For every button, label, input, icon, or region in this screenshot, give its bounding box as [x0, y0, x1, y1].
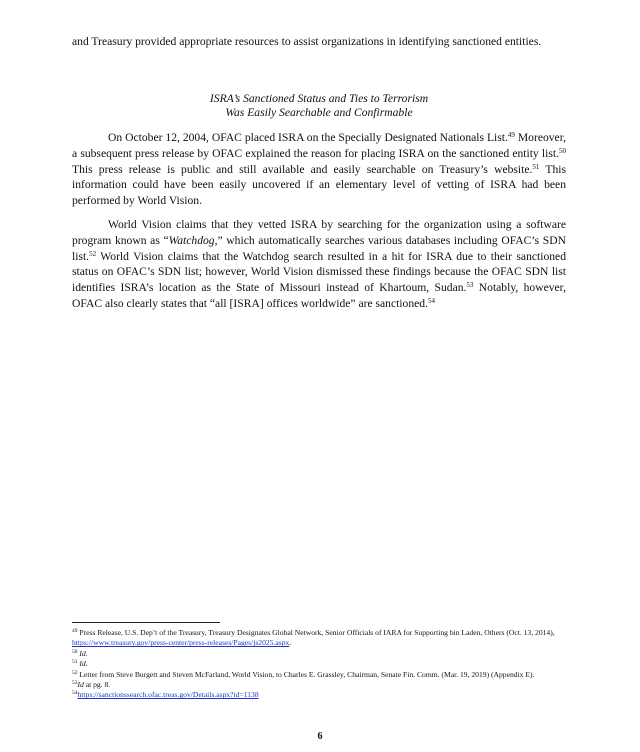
footnote-text: Press Release, U.S. Dep’t of the Treasury, Treasury Designates Global Network, Senior Officials of IARA for Supporting bin Laden, Others (Oct. 13, 2014),: [77, 628, 555, 637]
footnote-divider: [72, 622, 220, 623]
sentence: This information could have been easily uncovered if an elementary level of vetting of ISRA had been performed by World Vision.: [72, 162, 566, 208]
footnote-text: Letter from Steve Burgett and Steven McFarland, World Vision, to Charles E. Grassley, Chairman, Senate Fin. Comm. (Mar. 19, 2019) (Appendix E).: [77, 669, 535, 679]
footnote-ref[interactable]: 50: [559, 146, 566, 155]
footnote-italic: Id: [77, 680, 84, 690]
sentence: This press release is public and still available and easily searchable on Treasury’s website.: [72, 162, 533, 176]
footnote-52: [72, 670, 566, 680]
footnotes: [72, 628, 566, 701]
sentence: ,” which automatically searches various databases including OFAC’s SDN list.: [72, 233, 566, 263]
footnote-link[interactable]: https://sanctionssearch.ofac.treas.gov/Details.aspx?id=1138: [77, 690, 259, 700]
footnote-ref[interactable]: 49: [507, 131, 515, 139]
footnote-ref[interactable]: 54: [427, 296, 435, 305]
footnote-number: 49: [72, 628, 78, 634]
footnote-54: [72, 690, 566, 700]
footnote-49: [72, 628, 566, 649]
footnote-ref[interactable]: 53: [466, 281, 474, 290]
footnote-number: 54: [72, 690, 78, 697]
heading-line-2: Was Easily Searchable and Confirmable: [225, 106, 413, 119]
footnote-text: at pg. 8.: [83, 680, 111, 690]
footnote-51: [72, 659, 566, 669]
footnote-number: 52: [72, 669, 78, 676]
footnote-ref[interactable]: 52: [89, 249, 97, 258]
footnote-number: 53: [72, 680, 78, 687]
paragraph-ofac-listing: [72, 130, 566, 209]
footnote-ref[interactable]: 51: [532, 162, 540, 171]
paragraph-continuation: [72, 34, 566, 50]
paragraph-text: and Treasury provided appropriate resources to assist organizations in identifying sanctioned entities.: [72, 35, 542, 48]
sentence: World Vision claims that they vetted ISRA by searching for the organization using a software program known as “: [72, 218, 566, 247]
footnote-number: 50: [72, 648, 78, 655]
footnote-53: [72, 680, 566, 690]
section-heading: [72, 92, 566, 120]
software-name: Watchdog: [168, 233, 215, 247]
footnote-50: [72, 649, 566, 659]
footnote-number: 51: [72, 659, 78, 666]
footnote-text: Id.: [77, 659, 88, 669]
heading-line-1: ISRA’s Sanctioned Status and Ties to Terrorism: [209, 92, 429, 105]
sentence: World Vision claims that the Watchdog search resulted in a hit for ISRA due to their sanctioned status on OFAC’s SDN list; however, World Vision dismissed these findings because the OFAC SDN list identifies ISRA’s location as the State of Missouri instead of Khartoum, Sudan.: [72, 249, 566, 295]
footnote-link[interactable]: https://www.treasury.gov/press-center/press-releases/Pages/js2025.aspx: [72, 638, 290, 648]
footnote-tail: .: [289, 638, 292, 648]
paragraph-watchdog-vetting: [72, 217, 566, 312]
sentence: Notably, however, OFAC also clearly states that “all [ISRA] offices worldwide” are sanctioned.: [72, 281, 566, 310]
footnote-text: Id.: [77, 648, 88, 658]
sentence: Moreover, a subsequent press release by OFAC explained the reason for placing ISRA on the sanctioned entity list.: [72, 131, 566, 160]
page-number: 6: [317, 731, 323, 742]
sentence: On October 12, 2004, OFAC placed ISRA on the Specially Designated Nationals List.: [108, 131, 508, 144]
